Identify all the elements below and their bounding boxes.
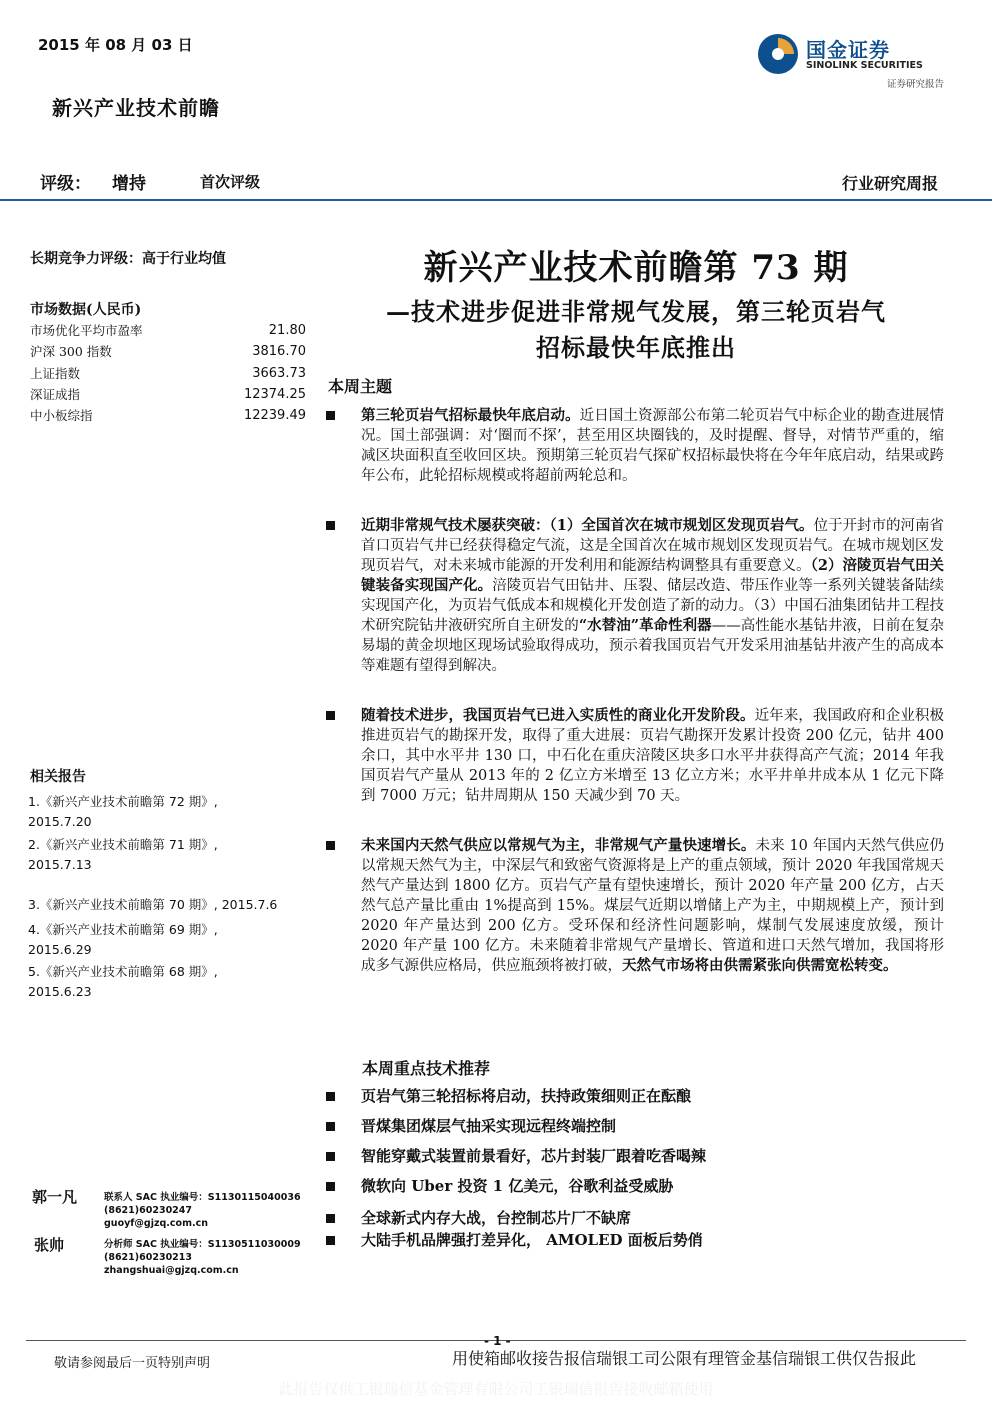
recommendation-text: 全球新式内存大战，台控制芯片厂不缺席 xyxy=(361,1209,632,1227)
analyst-sac-number: 联系人 SAC 执业编号：S1130115040036 xyxy=(104,1192,301,1203)
bullet-square-icon xyxy=(326,1214,335,1223)
logo-subtitle: 证券研究报告 xyxy=(886,79,944,90)
market-row-name: 上证指数 xyxy=(30,365,81,381)
bullet-square-icon xyxy=(326,841,335,850)
market-row-value: 3663.73 xyxy=(252,365,306,381)
bullet-text: 近日国土资源部公布第二轮页岩气中标企业的勘查进展情况。国土部强调：对‘圈而不探’，甚至用区块圈钱的，及时提醒、督导，对情节严重的，缩减区块面积直至收回区块。预期第三轮页岩气探矿权招标最快将在今年年底启动，结果或跨年公布，此轮招标规模或将超前两轮总和。 xyxy=(361,408,945,484)
logo-english-name: SINOLINK SECURITIES xyxy=(806,60,923,71)
bullet-text: 近年来，我国政府和企业积极推进页岩气的勘探开发，取得了重大进展：页岩气勘探开发累计投资 200 亿元，钻井 400 余口，其中水平井 130 口，中石化在重庆涪陵区块多口水平井获得高产气流；2014 年我国页岩气产量从 2013 年的 2 亿立方米增至 13 亿立方米；水平井单井成本从 1 亿元下降到 7000 万元；钻井周期从 150 天减少到 70 天。 xyxy=(361,708,945,804)
report-type: 行业研究周报 xyxy=(841,174,938,193)
related-report-date: 2015.6.29 xyxy=(28,942,92,957)
bullet-square-icon xyxy=(326,1122,335,1131)
bullet-lead: 第三轮页岩气招标最快年底启动。 xyxy=(361,407,580,424)
market-row-name: 市场优化平均市盈率 xyxy=(30,323,143,338)
market-row xyxy=(30,363,306,384)
market-row xyxy=(30,384,306,405)
subtitle-line: —技术进步促进非常规气发展，第三轮页岩气 xyxy=(386,297,886,326)
recommendation-text: 页岩气第三轮招标将启动，扶持政策细则正在酝酿 xyxy=(361,1087,692,1105)
bullet-square-icon xyxy=(326,521,335,530)
bullet-square-icon xyxy=(326,411,335,420)
subtitle-line: 招标最快年底推出 xyxy=(536,333,736,362)
analyst-name: 郭一凡 xyxy=(32,1188,78,1206)
logo-chinese-name: 国金证券 xyxy=(806,38,890,62)
analyst-phone: (8621)60230247 xyxy=(104,1205,193,1216)
related-report-link[interactable] xyxy=(28,962,310,1002)
bullet-square-icon xyxy=(326,1236,335,1245)
bullet-lead: 近期非常规气技术屡获突破：（1）全国首次在城市规划区发现页岩气。 xyxy=(361,517,814,534)
bullet-text: 未来 10 年国内天然气供应仍以常规天然气为主，中深层气和致密气资源将是上产的重点领域，预计 2020 年我国常规天然气产量达到 1800 亿方。页岩气产量有望快速增长，预计 2020 年产量 200 亿方，占天然气总产量比重由 1%提高到 15%。煤层气近期以增储上产为主，中期规模上产，预计到 2020 年产量达到 200 亿方。受环保和经济性问题影响，煤制气发展速度放缓，预计 2020 年产量 100 亿方。未来随着非常规气产量增长、管道和进口天然气增加，我国将形成多气源供应格局，供应瓶颈将被打破， xyxy=(361,838,944,974)
tech-recommendation xyxy=(326,1086,944,1106)
rating-value: 增持 xyxy=(112,174,146,194)
bullet-lead: 未来国内天然气供应以常规气为主，非常规气产量快速增长。 xyxy=(361,837,756,854)
page-number: - 1 - xyxy=(484,1334,511,1348)
analyst-sac-number: 分析师 SAC 执业编号：S1130511030009 xyxy=(104,1239,301,1250)
market-row-name: 沪深 300 指数 xyxy=(30,344,112,360)
bullet-square-icon xyxy=(326,711,335,720)
related-report-link[interactable] xyxy=(28,920,310,960)
theme-bullet xyxy=(326,706,944,806)
related-report-name: 2.《新兴产业技术前瞻第 71 期》, xyxy=(28,837,218,852)
recommendation-text: 智能穿戴式装置前景看好，芯片封装厂跟着吃香喝辣 xyxy=(361,1147,707,1165)
bullet-lead: 随着技术进步，我国页岩气已进入实质性的商业化开发阶段。 xyxy=(361,707,755,724)
market-row-value: 21.80 xyxy=(268,323,306,338)
bullet-square-icon xyxy=(326,1152,335,1161)
related-report-name: 1.《新兴产业技术前瞻第 72 期》, xyxy=(28,794,218,809)
bullet-square-icon xyxy=(326,1182,335,1191)
market-row-name: 中小板综指 xyxy=(30,408,93,424)
analyst-contact xyxy=(104,1191,301,1230)
bullet-lead: 天然气市场将由供需紧张向供需宽松转变。 xyxy=(622,957,898,974)
related-report-name: 3.《新兴产业技术前瞻第 70 期》, 2015.7.6 xyxy=(28,897,278,912)
bullet-text: 位于开封市的河南省首口页岩气井已经获得稳定气流，这是全国首次在城市规划区发现页岩气。在城市规划区发现页岩气，对未来城市能源的开发利用和能源结构调整具有重要意义。 xyxy=(361,518,944,574)
bullet-text: ——高性能水基钻井液，日前在复杂易塌的黄金坝地区现场试验取得成功，预示着我国页岩气开发采用油基钻井液产生的高成本等难题有望得到解决。 xyxy=(361,618,944,674)
footer-recipient-stamp: 用使箱邮收接告报信瑞银工司公限有理管金基信瑞银工供仅告报此 xyxy=(452,1349,917,1368)
report-series-title: 新兴产业技术前瞻 xyxy=(52,96,220,120)
market-row-value: 12239.49 xyxy=(243,408,306,424)
market-row xyxy=(30,320,306,341)
theme-bullet xyxy=(326,516,944,676)
market-data-table xyxy=(30,320,306,426)
sinolink-logo-icon xyxy=(756,32,800,76)
market-row-name: 深证成指 xyxy=(30,386,81,402)
company-logo xyxy=(756,30,946,92)
analyst-email[interactable]: zhangshuai@gjzq.com.cn xyxy=(104,1265,239,1276)
market-data-title: 市场数据(人民币) xyxy=(30,302,142,318)
tech-recommendation xyxy=(326,1146,944,1166)
tech-recommend-heading: 本周重点技术推荐 xyxy=(362,1059,491,1078)
long-term-rating: 长期竞争力评级：高于行业均值 xyxy=(30,251,226,267)
report-date: 2015 年 08 月 03 日 xyxy=(38,36,193,54)
rating-first-badge: 首次评级 xyxy=(200,173,261,191)
related-report-date: 2015.7.20 xyxy=(28,814,92,829)
market-row xyxy=(30,341,306,362)
footer-disclaimer: 敬请参阅最后一页特别声明 xyxy=(54,1356,211,1371)
related-reports-title: 相关报告 xyxy=(30,769,86,785)
related-report-date: 2015.7.13 xyxy=(28,857,92,872)
market-row-value: 3816.70 xyxy=(252,344,306,360)
tech-recommendation xyxy=(326,1230,944,1250)
market-row-value: 12374.25 xyxy=(243,386,306,402)
header-divider xyxy=(0,199,992,201)
footer-watermark: 此报告仅供工银瑞信基金管理有限公司工银瑞信报告接收邮箱使用 xyxy=(278,1380,714,1398)
recommendation-text: 大陆手机品牌强打差异化， AMOLED 面板后势俏 xyxy=(361,1231,703,1249)
related-report-link[interactable] xyxy=(28,835,310,875)
analyst-name: 张帅 xyxy=(34,1236,65,1254)
related-report-name: 5.《新兴产业技术前瞻第 68 期》, xyxy=(28,964,218,979)
tech-recommendation xyxy=(326,1208,944,1228)
related-report-name: 4.《新兴产业技术前瞻第 69 期》, xyxy=(28,922,218,937)
report-subtitle xyxy=(326,294,946,366)
analyst-email[interactable]: guoyf@gjzq.com.cn xyxy=(104,1218,208,1229)
analyst-phone: (8621)60230213 xyxy=(104,1252,193,1263)
bullet-lead: “水替油”革命性利器 xyxy=(578,617,712,634)
report-main-title: 新兴产业技术前瞻第 73 期 xyxy=(423,248,849,288)
market-row xyxy=(30,405,306,426)
theme-bullet xyxy=(326,406,944,486)
rating-label: 评级： xyxy=(40,174,91,194)
recommendation-text: 晋煤集团煤层气抽采实现远程终端控制 xyxy=(361,1117,617,1135)
related-report-link[interactable] xyxy=(28,792,310,832)
bullet-square-icon xyxy=(326,1092,335,1101)
tech-recommendation xyxy=(326,1116,944,1136)
theme-bullet xyxy=(326,836,944,976)
bullet-lead: （2）涪陵页岩气田关键装备实现国产化。 xyxy=(361,557,944,594)
related-report-link[interactable] xyxy=(28,895,310,915)
tech-recommendation xyxy=(326,1176,944,1196)
related-report-date: 2015.6.23 xyxy=(28,984,92,999)
recommendation-text: 微软向 Uber 投资 1 亿美元，谷歌利益受威胁 xyxy=(361,1177,674,1195)
bullet-text: 涪陵页岩气田钻井、压裂、储层改造、带压作业等一系列关键装备陆续实现国产化，为页岩气低成本和规模化开发创造了新的动力。（3）中国石油集团钻井工程技术研究院钻井液研究所自主研发的 xyxy=(361,578,945,634)
week-theme-heading: 本周主题 xyxy=(328,377,393,396)
analyst-contact xyxy=(104,1238,301,1277)
